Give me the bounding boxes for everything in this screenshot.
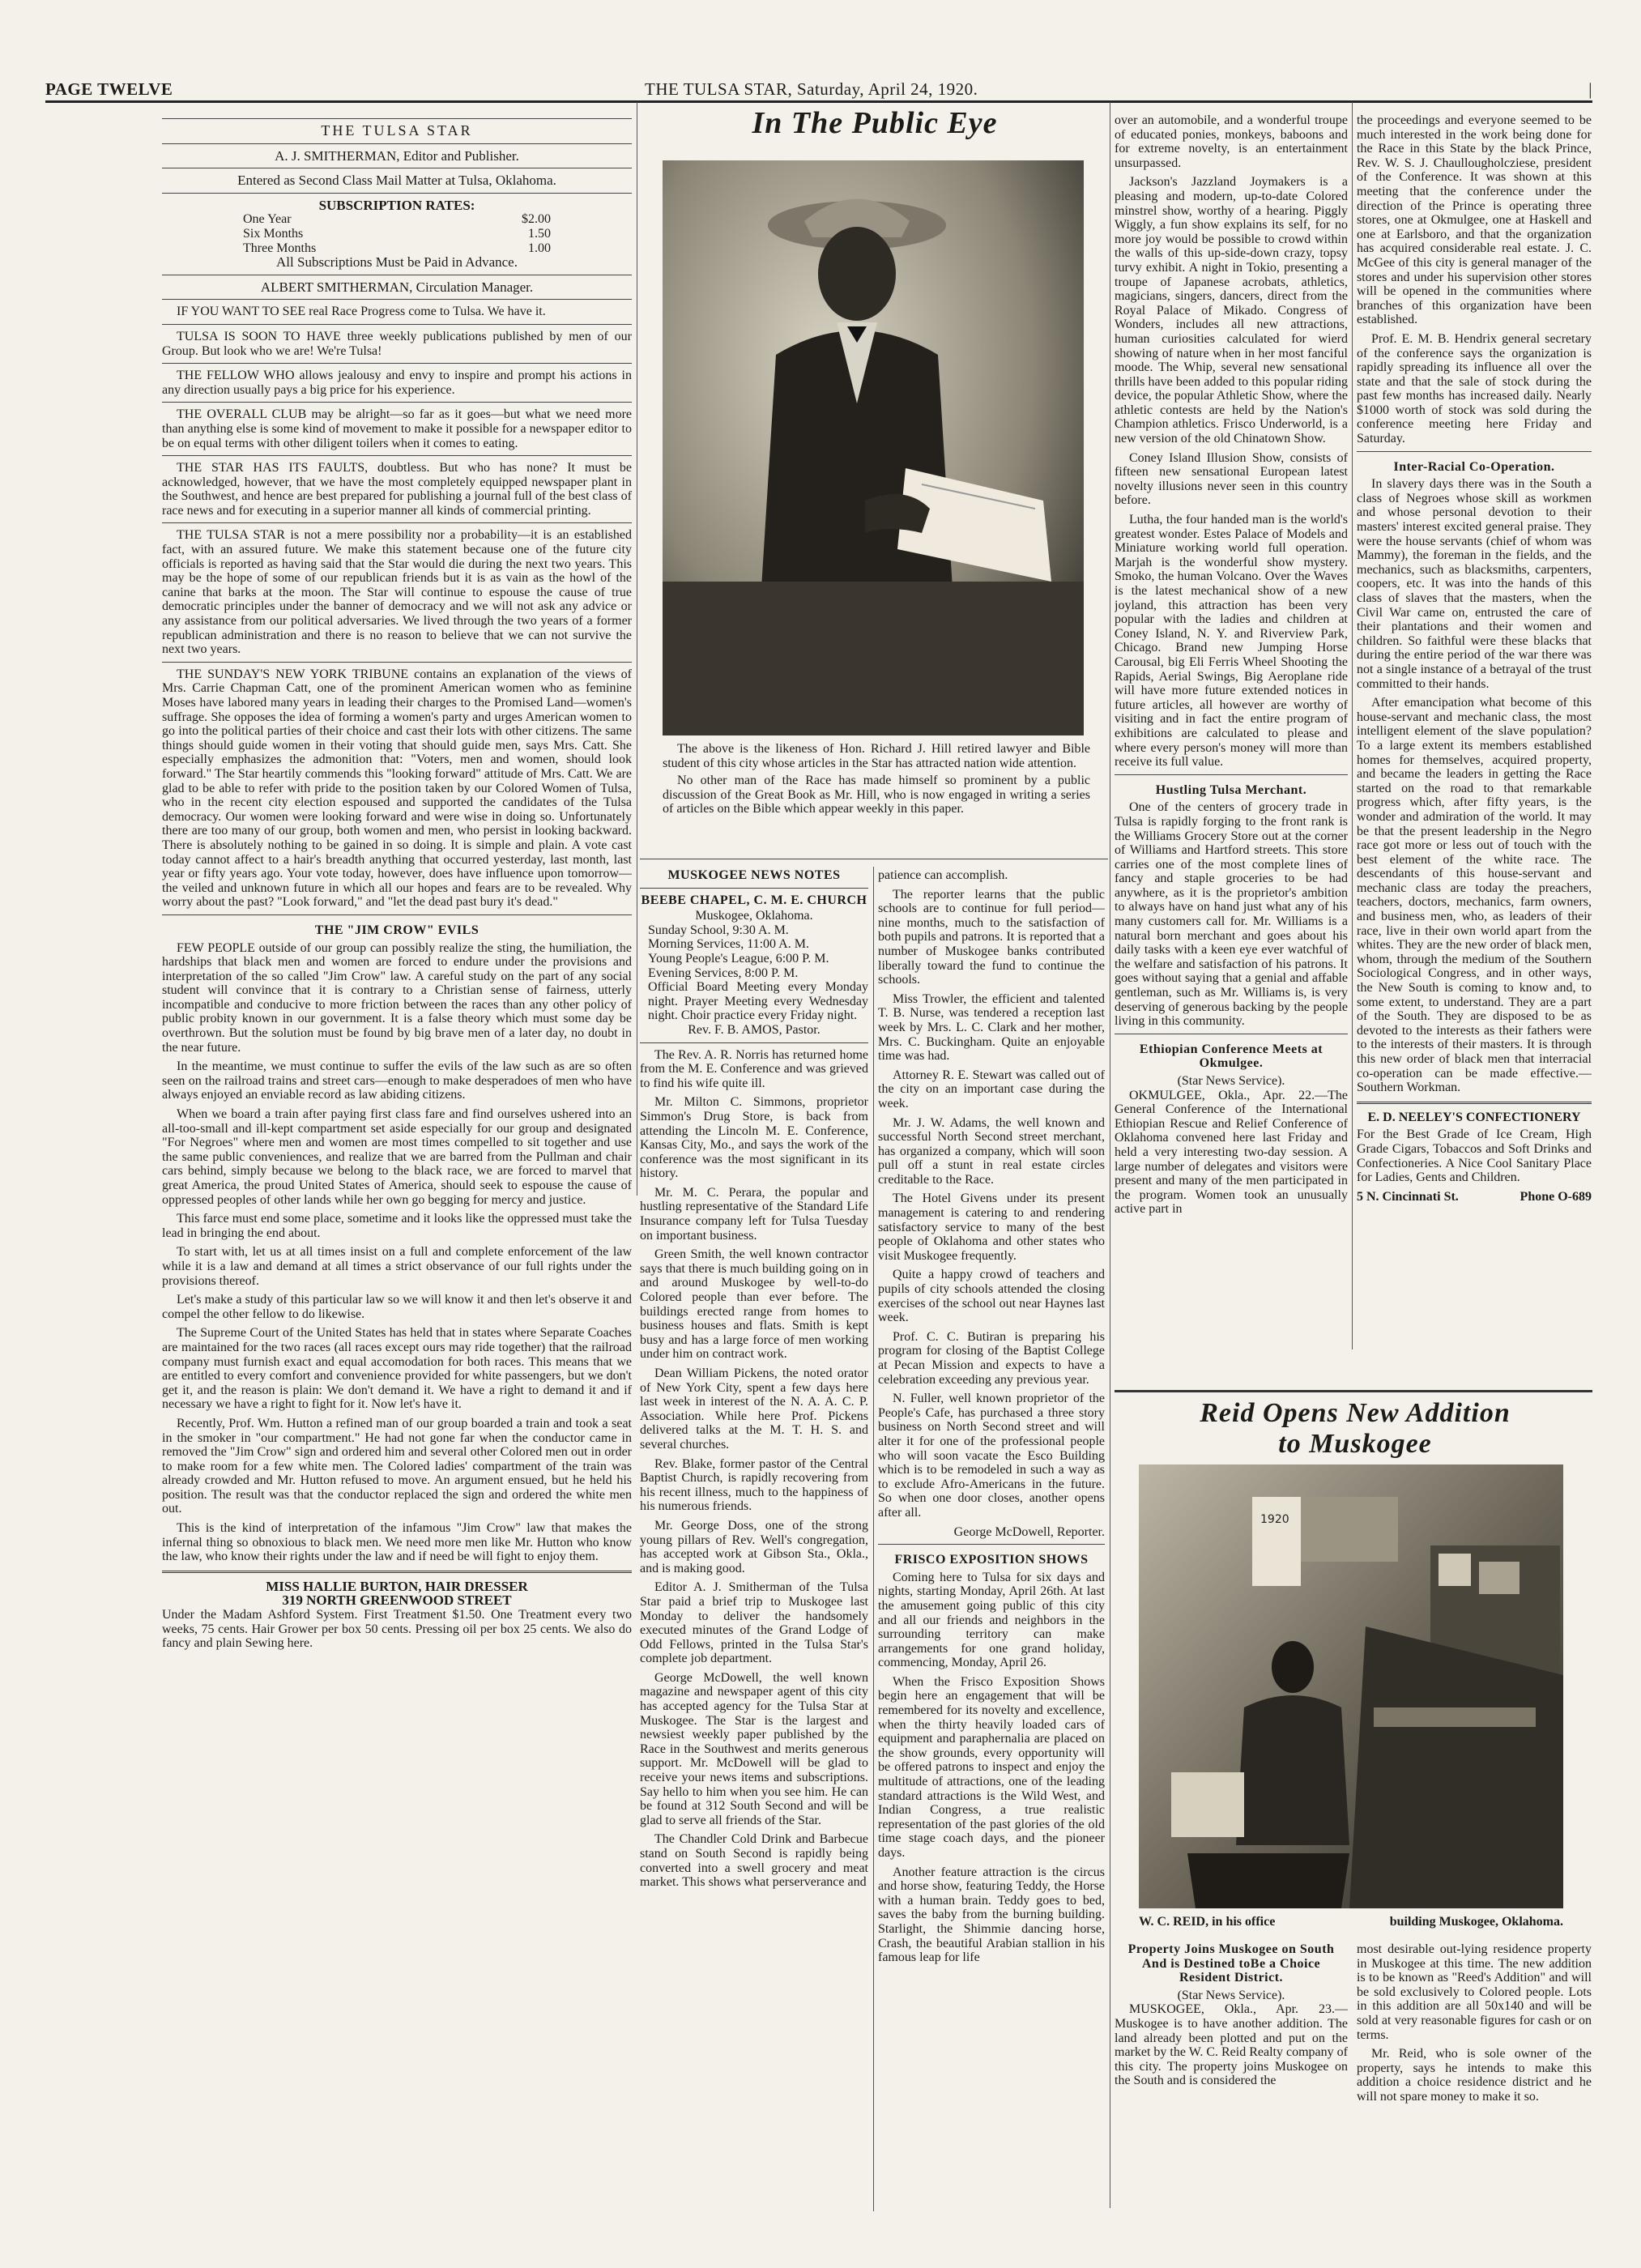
- church-line: Sunday School, 9:30 A. M.: [648, 923, 789, 937]
- rate-row: Three Months 1.00: [243, 241, 551, 255]
- jim-crow-paragraph: This is the kind of interpretation of the infamous "Jim Crow" law that makes the infernal thing so obnoxious to black men. We need more men like Mr. Hutton who know the law, who know their rights under the law and if need be will fight to enjoy them.: [162, 1521, 632, 1564]
- frisco-paragraph: Coney Island Illusion Show, consists of fifteen new sensational European latest novelty illusions never seen in this country before.: [1115, 450, 1348, 508]
- editorial-paragraph: THE OVERALL CLUB may be alright—so far as it goes—but what we need more than anything else is some kind of movement to make it possible for a newspaper editor to be on equal terms with other diligent toilers when it comes to eating.: [162, 407, 632, 450]
- muskogee-paragraph: N. Fuller, well known proprietor of the People's Cafe, has purchased a three story business on North Second street and will alter it for one of the professional people who will soon vacate the Esco Building which is to be remodeled in such a way as to exclude Afro-Americans in the future. So when one door closes, another opens after all.: [878, 1392, 1105, 1520]
- neeley-phone: Phone O-689: [1520, 1189, 1592, 1204]
- reid-subheading: Property Joins Muskogee on South And is Destined toBe a Choice Resident District.: [1127, 1942, 1335, 1985]
- church-line: Official Board Meeting every Monday night. Prayer Meeting every Wednesday night. Choir practice every Friday night.: [648, 980, 868, 1023]
- jim-crow-paragraph: In the meantime, we must continue to suffer the evils of the law such as are so often seen on the railroad trains and street cars—enough to make desperadoes of men who have always enjoyed an enviable record as law abiding citizens.: [162, 1059, 632, 1102]
- muskogee-paragraph: The Hotel Givens under its present management is catering to and rendering satisfactory service to many of the best people of Oklahoma and other states who visit Muskogee frequently.: [878, 1192, 1105, 1263]
- muskogee-paragraph: Quite a happy crowd of teachers and pupils of city schools attended the closing exercises of the school out near Haynes last week.: [878, 1268, 1105, 1325]
- muskogee-paragraph: Attorney R. E. Stewart was called out of the city on an important case during the week.: [878, 1068, 1105, 1111]
- reid-headline: [1118, 1398, 1592, 1460]
- dateline: THE TULSA STAR, Saturday, April 24, 1920.: [645, 79, 978, 99]
- column-frisco-continued: [1115, 113, 1348, 1377]
- editorial-paragraph: THE TULSA STAR is not a mere possibility nor a probability—it is an established fact, with an assured future. We make this statement because one of the future city officials is reported as having said that the Star would die during the next two years. This may be the hope of some of our republican friends but it is as vain as the howl of the canine that barks at the moon. The Star will continue to espouse the cause of true democratic principles under the banner of democracy and we will not ask any advice or any assistance from our political adversaries. We lived through the two years of a former republican administration and there is no reason to believe that we can not survive the next two years.: [162, 528, 632, 657]
- column-rule: [1352, 102, 1353, 1349]
- hair-ad-body: Under the Madam Ashford System. First Treatment $1.50. One Treatment every two weeks, 75 cents. Hair Grower per box 50 cents. Pressing oil per box 25 cents. We also do fancy and plain Sewing here.: [162, 1608, 632, 1651]
- hair-ad-line1: MISS HALLIE BURTON, HAIR DRESSER: [266, 1578, 528, 1594]
- jim-crow-paragraph: FEW PEOPLE outside of our group can possibly realize the sting, the humiliation, the hardships that black men and women are forced to endure under the provisions and interpretation of the so called "Jim Crow" law. A careful study on the part of any social student will convince that it is contrary to a Christian sense of fairness, utterly incompatible and conducive to more friction between the races than any other policy of public probity known in our government. It is a false theory which must some day be overthrown. But the solution must be found by big brave men of a later day, no doubt in the near future.: [162, 940, 632, 1055]
- caption-paragraph: The above is the likeness of Hon. Richard J. Hill retired lawyer and Bible student of this city whose articles in the Star has attracted nation wide attention.: [663, 742, 1090, 770]
- frisco-paragraph: Jackson's Jazzland Joymakers is a pleasing and modern, up-to-date Colored minstrel show, worthy of a hearing. Piggly Wiggly, a fun show explains its self, for no more joy would be possible to crowd within the walls of this up-side-down crazy, topsy turvy exhibit. A night in Tokio, presenting a troupe of Japanese acrobats, athletics, magicians, singers, dancers, direct from the Royal Palace of Mikado. Congress of Wonders, includes all new attractions, human curiosities calculated for wierd showing of nature when in her most fanciful moode. The Whip, several new sensational thrills have been added to this popular riding device, the popular Athletic Show, where the athletic contests are held by the Nation's Champion athletics. Frisco Underworld, is a new version of the old Chinatown Show.: [1115, 175, 1348, 446]
- reid-paragraph: Mr. Reid, who is sole owner of the property, says he intends to make this addition a choice residence district and he will not spare money to make it so.: [1357, 2047, 1592, 2104]
- calendar-label: 1920: [1260, 1513, 1289, 1526]
- jim-crow-paragraph: Let's make a study of this particular law so we will know it and then let's observe it and compel the other fellow to do likewise.: [162, 1293, 632, 1321]
- hill-portrait-photo: [663, 160, 1084, 735]
- page-label: PAGE TWELVE: [45, 79, 173, 99]
- reid-caption: [1139, 1915, 1563, 1929]
- rates-title: SUBSCRIPTION RATES:: [318, 197, 475, 213]
- jim-crow-heading: THE "JIM CROW" EVILS: [314, 923, 480, 937]
- rates-table: [162, 212, 632, 255]
- masthead-title: THE TULSA STAR: [321, 122, 473, 139]
- hustling-heading: Hustling Tulsa Merchant.: [1155, 782, 1307, 797]
- news-service: (Star News Service).: [1177, 1988, 1285, 2002]
- reid-caption-right: building Muskogee, Oklahoma.: [1389, 1915, 1563, 1929]
- top-rule: [45, 100, 1592, 103]
- church-name: BEEBE CHAPEL, C. M. E. CHURCH: [641, 893, 867, 907]
- muskogee-paragraph: The Chandler Cold Drink and Barbecue stand on South Second is rapidly being converted into a swell grocery and meat market. This shows what perserverance and: [640, 1832, 868, 1890]
- reid-office-photo: [1139, 1464, 1563, 1908]
- hill-portrait-illustration: [663, 160, 1084, 735]
- church-line: Rev. F. B. AMOS, Pastor.: [688, 1022, 820, 1037]
- hustling-paragraph: One of the centers of grocery trade in Tulsa is rapidly forging to the front rank is the Williams Grocery Store out at the corner of Williams and Hartford streets. This store carries one of the most complete lines of fancy and staple groceries to be had anywhere, as it is the proprietor's ambition to always have on hand just what any of his many customers call for. Mr. Williams is a natural born merchant and goes about his daily tasks with a keen eye ever watchful of the welfare and satisfaction of his patrons. It goes without saying that a genial and affable gentleman, such as Mr. Williams is, is very deserving of generous backing by the people living in this community.: [1115, 800, 1348, 1029]
- jim-crow-paragraph: To start with, let us at all times insist on a full and complete enforcement of the law while it is a law and demand at all times a strict observance of our full rights under the provisions thereof.: [162, 1245, 632, 1288]
- rate-row: One Year $2.00: [243, 212, 551, 227]
- reid-headline-line1: Reid Opens New Addition: [1200, 1398, 1511, 1428]
- muskogee-paragraph: Mr. M. C. Perara, the popular and hustling representative of the Standard Life Insurance company left for Tulsa Tuesday on important business.: [640, 1185, 868, 1243]
- muskogee-paragraph: Green Smith, the well known contractor says that there is much building going on in and around Muskogee by well-to-do Colored people than ever before. The buildings erected range from homes to business houses and flats. Smith is kept busy and has a large force of men working under him on contract work.: [640, 1247, 868, 1362]
- muskogee-paragraph: patience can accomplish.: [878, 868, 1008, 882]
- jim-crow-paragraph: This farce must end some place, sometime and it looks like the oppressed must take the lead in bringing the end about.: [162, 1212, 632, 1240]
- church-line: Evening Services, 8:00 P. M.: [648, 966, 799, 980]
- conference-paragraph: Prof. E. M. B. Hendrix general secretary of the conference says the organization is rapidly spreading its influence all over the state and that the sale of stock during the past few months has increased daily. Nearly $1000 worth of stock was sold during the conference meeting here Friday and Saturday.: [1357, 331, 1592, 446]
- editorial-paragraph: THE SUNDAY'S NEW YORK TRIBUNE contains an explanation of the views of Mrs. Carrie Chapman Catt, one of the prominent American women who as feminine Moses have labored many years in leading their charges to the Promised Land—women's suffrage. She opposes the idea of forming a women's party and urges American women to go into the political parties of their choice and cast their lots with other citizens. The same things should guide women in their voting that should guide men, says Mrs. Catt. She especially emphasizes the admonition that: "Voters, men and women, should look forward." The Star heartily commends this "looking forward" attitude of Mrs. Catt. We are glad to be able to refer with pride to the position taken by our Colored Women of Tulsa, who in the recent city election espoused and supported the candidates of the Tulsa democracy. Our women were looking forward and were wise in doing so. Unfortunately there are too many of our group, both women and men, who persist in looking backward. There is absolutely nothing to be gained in so doing. It is simple and plain. A vote cast today cannot affect to a hair's breadth anything that occurred yesterday, last month, last year or fifty years ago. Your vote today, however, does have influence upon tomorrow—the veiled and unknown future in which all our hopes and fears are to be revealed. Why worry about the past? "Look forward," and "let the dead past bury it's dead.": [162, 667, 632, 910]
- column-rule: [873, 867, 874, 2211]
- conference-paragraph: the proceedings and everyone seemed to be much interested in the work being done for the Race in this State by the black Prince, Rev. W. S. J. Chaullougholcziese, president of the Conference. It was shown at this meeting that the conference under the direction of the Prince is operating three stores, one at Okmulgee, one at Haskell and one at Earlsboro, and that the organization has acquired considerable real estate. J. C. McGee of this city is general manager of the stores and under his supervision other stores will be opened in the communities where branches of this organization have been established.: [1357, 113, 1592, 327]
- muskogee-paragraph: Dean William Pickens, the noted orator of New York City, spent a few days here last week in interest of the N. A. A. C. P. Association. While here Prof. Pickens delivered talks at the M. T. H. S. and several churches.: [640, 1366, 868, 1452]
- column-conference: [1357, 113, 1592, 1377]
- masthead-editor: A. J. SMITHERMAN, Editor and Publisher.: [275, 147, 519, 164]
- muskogee-signature: George McDowell, Reporter.: [953, 1524, 1105, 1539]
- reid-headline-line2: to Muskogee: [1278, 1429, 1432, 1459]
- hair-ad-line2: 319 NORTH GREENWOOD STREET: [282, 1592, 512, 1609]
- neeley-heading: E. D. NEELEY'S CONFECTIONERY: [1367, 1110, 1581, 1124]
- church-line: Morning Services, 11:00 A. M.: [648, 937, 809, 952]
- caption-paragraph: No other man of the Race has made himself so prominent by a public discussion of the Great Book as Mr. Hill, who is now engaged in writing a series of articles on the Bible which appear weekly in this paper.: [663, 774, 1090, 816]
- news-service: (Star News Service).: [1177, 1074, 1285, 1088]
- public-eye-caption: [663, 742, 1090, 816]
- public-eye-title: In The Public Eye: [752, 106, 998, 140]
- column-muskogee-left: [640, 868, 868, 2205]
- muskogee-paragraph: George McDowell, the well known magazine and newspaper agent of this city has accepted agency for the Tulsa Star at Muskogee. The Star is the largest and newsiest weekly paper published by the Race in the Southwest and merits generous support. Mr. McDowell will be glad to receive your news items and subscriptions. Say hello to him when you see him. He can be found at 312 South Second and will be glad to serve all friends of the Star.: [640, 1670, 868, 1827]
- rates-advance: All Subscriptions Must be Paid in Advance.: [276, 254, 518, 271]
- column-reid-left: [1115, 1942, 1348, 2218]
- muskogee-heading: MUSKOGEE NEWS NOTES: [667, 868, 841, 882]
- masthead: [162, 118, 632, 300]
- frisco-paragraph: Lutha, the four handed man is the world's greatest wonder. Estes Palace of Models and Miniature working world full operation. Marjah is the wonderful show mystery. Smoko, the human Volcano. Over the Waves is the latest mechanical show of a new joyland, this attraction has been very popular with the ladies and children at Coney Island, N. Y. and Riverview Park, Chicago. Brand new Jumping Horse Carousal, big Eli Ferris Wheel Shooting the Rapids, Aerial Swings, Big Aeroplane ride will have more future extended notices in future articles, all however are worthy of visiting and in fact the entire program of exhibitions are calculated to please and where every person's money will more than receive its full value.: [1115, 513, 1348, 770]
- neeley-body: For the Best Grade of Ice Cream, High Grade Cigars, Tobaccos and Soft Drinks and Confectioneries. A Nice Cool Sanitary Place for Ladies, Gents and Children.: [1357, 1128, 1592, 1185]
- church-line: Young People's League, 6:00 P. M.: [648, 951, 829, 966]
- circulation-manager: ALBERT SMITHERMAN, Circulation Manager.: [260, 279, 534, 295]
- ethiopian-heading: Ethiopian Conference Meets at Okmulgee.: [1139, 1042, 1323, 1071]
- column-reid-right: [1357, 1942, 1592, 2218]
- jim-crow-paragraph: Recently, Prof. Wm. Hutton a refined man of our group boarded a train and took a seat in the smoker in "our compartment." He had not gone far when the conductor came in removed the "Jim Crow" sign and ordered him and several other Colored men out in order to make room for a few white men. The Colored ladies' compartment of the train was already crowded and Mr. Hutton refused to move. An argument ensued, but he held his position. The result was that the conductor replaced the sign and ordered the white men out.: [162, 1416, 632, 1516]
- frisco-heading: FRISCO EXPOSITION SHOWS: [894, 1553, 1089, 1567]
- interracial-paragraph: In slavery days there was in the South a class of Negroes whose skill as workmen and whose personal devotion to their masters' interest excited general praise. They were the house servants (chief of whom was Mammy), the foreman in the fields, and the mechanics, such as blacksmiths, carpenters, coopers, etc. It was into the hands of this class of slaves that the masters, when the Civil War came on, entrusted the care of their plantations and their women and children. So faithful were these blacks that during the entire period of the war there was not a single instance of a betrayal of the trust committed to their hands.: [1357, 477, 1592, 691]
- editorial-paragraph: THE FELLOW WHO allows jealousy and envy to inspire and prompt his actions in any direction usually pays a big price for his experience.: [162, 369, 632, 397]
- muskogee-paragraph: Mr. Milton C. Simmons, proprietor Simmon's Drug Store, is back from attending the Lincoln M. E. Conference, Kansas City, Mo., and says the work of the conference was the most significant in its history.: [640, 1095, 868, 1181]
- neeley-address: 5 N. Cincinnati St.: [1357, 1189, 1459, 1204]
- editorial-paragraph: THE STAR HAS ITS FAULTS, doubtless. But who has none? It must be acknowledged, however, that we have the most completely equipped newspaper plant in the Southwest, and hence are best prepared for publishing a journal full of the best class of race news and for executing in a superior manner all kinds of commercial printing.: [162, 461, 632, 518]
- muskogee-paragraph: The Rev. A. R. Norris has returned home from the M. E. Conference and was grieved to find his wife quite ill.: [640, 1047, 868, 1090]
- editorial-paragraph: TULSA IS SOON TO HAVE three weekly publications published by men of our Group. But look who we are! We're Tulsa!: [162, 329, 632, 358]
- muskogee-paragraph: Mr. George Doss, one of the strong young pillars of Rev. Well's congregation, has accepted work at Gibson Sta., Okla., and is making good.: [640, 1518, 868, 1575]
- muskogee-paragraph: Miss Trowler, the efficient and talented T. B. Nurse, was tendered a reception last week by Mrs. L. C. Clark and her mother, Mrs. C. Buckingham. Quite an enjoyable time was had.: [878, 991, 1105, 1064]
- rate-row: Six Months 1.50: [243, 226, 551, 241]
- column-editorial: [162, 113, 632, 2219]
- interracial-heading: Inter-Racial Co-Operation.: [1393, 459, 1555, 474]
- jim-crow-paragraph: When we board a train after paying first class fare and find ourselves ushered into an all-too-small and ill-kept compartment set aside especially for our group and designated "For Negroes" where men and women are most times compelled to sit together and use the same public conveniences, and realize that we are barred from the Pullman and chair cars behind, simply because we belong to the black race, we are forced to marvel that great America, the proud United States of America, should seek to espouse the cause of oppressed peoples of other lands while her own go begging for mercy and justice.: [162, 1107, 632, 1207]
- muskogee-paragraph: The reporter learns that the public schools are to continue for full period—nine months, much to the satisfaction of both pupils and patrons. It is reported that a number of Muskogee banks contributed liberally toward the fund to continue the schools.: [878, 887, 1105, 987]
- editorial-paragraph: IF YOU WANT TO SEE real Race Progress come to Tulsa. We have it.: [177, 305, 546, 319]
- muskogee-paragraph: Mr. J. W. Adams, the well known and successful North Second street merchant, has organized a company, which will soon pull off a stunt in real estate circles creditable to the Race.: [878, 1115, 1105, 1187]
- muskogee-paragraph: Editor A. J. Smitherman of the Tulsa Star paid a brief trip to Muskogee last Monday to deliver the handsomely executed minutes of the Grand Lodge of Odd Fellows, printed in the Tulsa Star's complete job department.: [640, 1580, 868, 1666]
- reid-paragraph: MUSKOGEE, Okla., Apr. 23.—Muskogee is to have another addition. The land already been plotted and put on the market by the W. C. Reid Realty company of this city. The property joins Muskogee on the South and is considered the: [1115, 2002, 1348, 2088]
- church-line: Muskogee, Oklahoma.: [695, 909, 813, 923]
- interracial-paragraph: After emancipation what become of this house-servant and mechanic class, the most intelligent element of the slave population? To a large extent its members established homes for themselves, acquired property, and became the leaders in getting the Race started on the road to that remarkable progress which, after fifty years, is the wonder and admiration of the world. It may be that the present leadership in the Negro race got more or less out of touch with the best element of the white race. The descendants of this house-servant and mechanic class are today the preachers, teachers, doctors, mechanics, farm owners, and business men, who, as leaders of their race, live in their own world apart from the whites. They are the new order of black men, whom, through the medium of the Southern Sociological Congress, and in other ways, the New South is coming to know and, to some extent, to understand. They are a part of the South. They are disposed to be as devoted to the interests as their fathers were to the interests of their masters. It is through this new order of black men that interracial co-operation can be made effective.—Southern Workman.: [1357, 696, 1592, 1095]
- neeley-footer: [1357, 1190, 1592, 1204]
- frisco-paragraph: Coming here to Tulsa for six days and nights, starting Monday, April 26th. At last the amusement going public of this city and all our friends and neighbors in the surrounding territory can make arrangements for one grand holiday, commencing, Monday, April 26.: [878, 1570, 1105, 1670]
- page-mark: |: [1588, 79, 1592, 99]
- reid-paragraph: most desirable out-lying residence property in Muskogee at this time. The new addition is to be known as "Reed's Addition" and will be sold exclusively to Colored people. Lots in this addition are all 50x140 and will be sold at very reasonable figures for cash or on terms.: [1357, 1942, 1592, 2042]
- ethiopian-paragraph: OKMULGEE, Okla., Apr. 22.—The General Conference of the International Ethiopian Rescue and Relief Conference of Oklahoma convened here last Friday and held a very interesting two-day session. A large number of delegates and visitors were present and many of the men participated in the program. Women took an unusually active part in: [1115, 1088, 1348, 1217]
- masthead-entry: Entered as Second Class Mail Matter at Tulsa, Oklahoma.: [237, 173, 556, 189]
- frisco-paragraph: Another feature attraction is the circus and horse show, featuring Teddy, the Horse with a human brain. Teddy goes to bed, saves the baby from the burning building. Starlight, the Shimmie dancing horse, Crash, the beautiful Arabian stallion in his famous leap for life: [878, 1865, 1105, 1965]
- column-muskogee-right: [878, 868, 1105, 2205]
- muskogee-paragraph: Prof. C. C. Butiran is preparing his program for closing of the Baptist College at Pecan Mission and expects to have a celebration exceeding any previous year.: [878, 1329, 1105, 1387]
- reid-office-illustration: [1139, 1464, 1563, 1908]
- reid-top-rule: [1115, 1390, 1592, 1392]
- muskogee-paragraph: Rev. Blake, former pastor of the Central Baptist Church, is rapidly recovering from his recent illness, much to the happiness of his numerous friends.: [640, 1456, 868, 1514]
- frisco-paragraph: over an automobile, and a wonderful troupe of educated ponies, monkeys, baboons and for extreme novelty, is an entertainment unsurpassed.: [1115, 113, 1348, 170]
- jim-crow-paragraph: The Supreme Court of the United States has held that in states where Separate Coaches are maintained for the two races (all races except ours may ride together) that the railroad company must furnish exact and equal accomodation for both races. This means that we are entitled to every comfort and convenience provided for white passengers, but we don't get it, and the reason is plain: We don't demand it. We have a right to demand it and if necessary we have a right to fight for it. Now let's have it.: [162, 1326, 632, 1412]
- frisco-paragraph: When the Frisco Exposition Shows begin here an engagement that will be remembered for its novelty and excellence, when the thirty heavily loaded cars of equipment and paraphernalia are placed on the show grounds, every opportunity will be offered patrons to inspect and enjoy the multitude of attractions, one of the leading standard attractions is the Wild West, and Indian Congress, a true realistic representation of the past glories of the old time stage coach days, and the pioneer days.: [878, 1674, 1105, 1860]
- reid-caption-left: W. C. REID, in his office: [1139, 1915, 1276, 1929]
